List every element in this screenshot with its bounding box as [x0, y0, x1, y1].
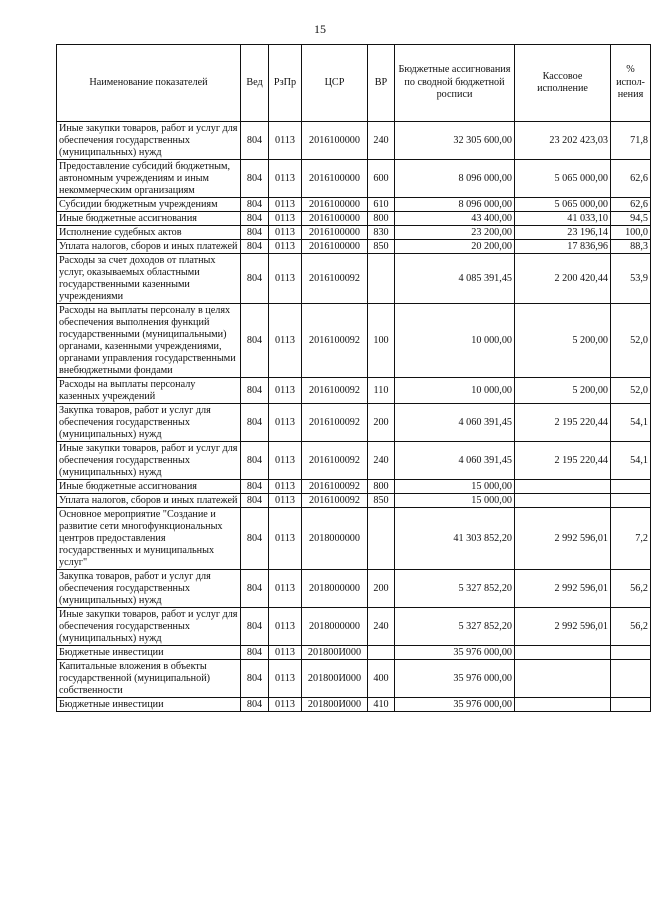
- cell-rzpr: 0113: [269, 442, 302, 480]
- cell-execution: 2 992 596,01: [515, 570, 611, 608]
- cell-rzpr: 0113: [269, 646, 302, 660]
- cell-csr: 2016100092: [302, 480, 368, 494]
- cell-percent: 7,2: [611, 508, 651, 570]
- cell-execution: 5 200,00: [515, 304, 611, 378]
- table-row: [57, 480, 651, 494]
- cell-ved: 804: [241, 646, 269, 660]
- cell-rzpr: 0113: [269, 508, 302, 570]
- cell-csr: 201800И000: [302, 698, 368, 712]
- cell-ved: 804: [241, 570, 269, 608]
- table-row: [57, 240, 651, 254]
- cell-vr: 600: [368, 160, 395, 198]
- cell-csr: 2016100092: [302, 304, 368, 378]
- header-vr: ВР: [368, 45, 395, 122]
- cell-name: Основное мероприятие "Создание и развитие сети многофункциональных центров предоставления государственных и муниципальных услуг": [57, 508, 241, 570]
- cell-execution: [515, 660, 611, 698]
- cell-vr: 850: [368, 494, 395, 508]
- cell-rzpr: 0113: [269, 480, 302, 494]
- cell-rzpr: 0113: [269, 404, 302, 442]
- header-csr: ЦСР: [302, 45, 368, 122]
- page-number: 15: [314, 22, 326, 36]
- cell-csr: 201800И000: [302, 660, 368, 698]
- cell-percent: 56,2: [611, 608, 651, 646]
- table-body: [57, 122, 651, 712]
- table-row: [57, 494, 651, 508]
- cell-ved: 804: [241, 442, 269, 480]
- cell-name: Расходы на выплаты персоналу казенных учреждений: [57, 378, 241, 404]
- cell-percent: 94,5: [611, 212, 651, 226]
- cell-percent: 54,1: [611, 404, 651, 442]
- cell-execution: [515, 646, 611, 660]
- cell-percent: 62,6: [611, 198, 651, 212]
- cell-execution: 2 195 220,44: [515, 404, 611, 442]
- cell-vr: 100: [368, 304, 395, 378]
- table-row: [57, 226, 651, 240]
- cell-rzpr: 0113: [269, 226, 302, 240]
- header-allocations: Бюджетные ассигнования по сводной бюджетной росписи: [395, 45, 515, 122]
- cell-vr: 200: [368, 570, 395, 608]
- cell-percent: 52,0: [611, 304, 651, 378]
- cell-vr: 830: [368, 226, 395, 240]
- cell-allocation: 8 096 000,00: [395, 160, 515, 198]
- cell-name: Капитальные вложения в объекты государственной (муниципальной) собственности: [57, 660, 241, 698]
- cell-ved: 804: [241, 304, 269, 378]
- cell-allocation: 10 000,00: [395, 378, 515, 404]
- cell-csr: 2016100092: [302, 494, 368, 508]
- cell-allocation: 5 327 852,20: [395, 570, 515, 608]
- cell-allocation: 20 200,00: [395, 240, 515, 254]
- cell-vr: 110: [368, 378, 395, 404]
- cell-allocation: 41 303 852,20: [395, 508, 515, 570]
- table-row: [57, 160, 651, 198]
- cell-rzpr: 0113: [269, 198, 302, 212]
- cell-csr: 2016100000: [302, 198, 368, 212]
- cell-rzpr: 0113: [269, 494, 302, 508]
- cell-name: Уплата налогов, сборов и иных платежей: [57, 494, 241, 508]
- cell-ved: 804: [241, 212, 269, 226]
- cell-vr: 240: [368, 442, 395, 480]
- header-rzpr: РзПр: [269, 45, 302, 122]
- cell-execution: 2 992 596,01: [515, 508, 611, 570]
- header-ved: Вед: [241, 45, 269, 122]
- table-row: [57, 198, 651, 212]
- cell-vr: 410: [368, 698, 395, 712]
- cell-percent: [611, 494, 651, 508]
- cell-ved: 804: [241, 122, 269, 160]
- cell-ved: 804: [241, 226, 269, 240]
- cell-allocation: 4 085 391,45: [395, 254, 515, 304]
- cell-execution: [515, 494, 611, 508]
- cell-rzpr: 0113: [269, 570, 302, 608]
- cell-vr: 610: [368, 198, 395, 212]
- table-row: [57, 442, 651, 480]
- cell-rzpr: 0113: [269, 254, 302, 304]
- cell-csr: 201800И000: [302, 646, 368, 660]
- table-row: [57, 646, 651, 660]
- cell-execution: 2 200 420,44: [515, 254, 611, 304]
- table-row: [57, 378, 651, 404]
- cell-ved: 804: [241, 240, 269, 254]
- cell-rzpr: 0113: [269, 660, 302, 698]
- cell-vr: 240: [368, 608, 395, 646]
- cell-execution: 2 992 596,01: [515, 608, 611, 646]
- cell-execution: 17 836,96: [515, 240, 611, 254]
- cell-name: Субсидии бюджетным учреждениям: [57, 198, 241, 212]
- cell-execution: 5 200,00: [515, 378, 611, 404]
- table-row: [57, 608, 651, 646]
- cell-csr: 2016100092: [302, 442, 368, 480]
- cell-percent: 71,8: [611, 122, 651, 160]
- cell-rzpr: 0113: [269, 304, 302, 378]
- cell-ved: 804: [241, 508, 269, 570]
- budget-execution-table: [56, 44, 651, 712]
- cell-name: Расходы за счет доходов от платных услуг, оказываемых областными государственными казенными учреждениями: [57, 254, 241, 304]
- cell-allocation: 15 000,00: [395, 480, 515, 494]
- cell-csr: 2016100000: [302, 212, 368, 226]
- cell-ved: 804: [241, 404, 269, 442]
- cell-execution: 2 195 220,44: [515, 442, 611, 480]
- cell-name: Иные закупки товаров, работ и услуг для обеспечения государственных (муниципальных) нужд: [57, 608, 241, 646]
- cell-allocation: 15 000,00: [395, 494, 515, 508]
- cell-ved: 804: [241, 480, 269, 494]
- table-header-row: [57, 45, 651, 122]
- cell-csr: 2016100000: [302, 240, 368, 254]
- cell-percent: 100,0: [611, 226, 651, 240]
- header-name: Наименование показателей: [57, 45, 241, 122]
- cell-allocation: 23 200,00: [395, 226, 515, 240]
- cell-ved: 804: [241, 608, 269, 646]
- cell-rzpr: 0113: [269, 122, 302, 160]
- cell-percent: [611, 646, 651, 660]
- cell-allocation: 35 976 000,00: [395, 646, 515, 660]
- cell-csr: 2018000000: [302, 570, 368, 608]
- cell-execution: [515, 698, 611, 712]
- cell-vr: 400: [368, 660, 395, 698]
- cell-execution: 23 202 423,03: [515, 122, 611, 160]
- cell-name: Закупка товаров, работ и услуг для обеспечения государственных (муниципальных) нужд: [57, 570, 241, 608]
- cell-percent: 54,1: [611, 442, 651, 480]
- cell-ved: 804: [241, 160, 269, 198]
- cell-vr: 200: [368, 404, 395, 442]
- cell-name: Иные закупки товаров, работ и услуг для обеспечения государственных (муниципальных) нужд: [57, 122, 241, 160]
- cell-execution: [515, 480, 611, 494]
- cell-name: Иные закупки товаров, работ и услуг для обеспечения государственных (муниципальных) нужд: [57, 442, 241, 480]
- cell-vr: 850: [368, 240, 395, 254]
- cell-vr: 800: [368, 480, 395, 494]
- cell-allocation: 43 400,00: [395, 212, 515, 226]
- cell-allocation: 8 096 000,00: [395, 198, 515, 212]
- cell-ved: 804: [241, 660, 269, 698]
- cell-percent: [611, 480, 651, 494]
- table-row: [57, 404, 651, 442]
- cell-percent: 53,9: [611, 254, 651, 304]
- cell-allocation: 4 060 391,45: [395, 442, 515, 480]
- cell-csr: 2016100000: [302, 160, 368, 198]
- cell-rzpr: 0113: [269, 698, 302, 712]
- table-row: [57, 570, 651, 608]
- cell-rzpr: 0113: [269, 212, 302, 226]
- cell-percent: 88,3: [611, 240, 651, 254]
- table-row: [57, 660, 651, 698]
- cell-ved: 804: [241, 254, 269, 304]
- cell-csr: 2016100092: [302, 254, 368, 304]
- table-row: [57, 122, 651, 160]
- cell-ved: 804: [241, 494, 269, 508]
- cell-name: Бюджетные инвестиции: [57, 698, 241, 712]
- cell-rzpr: 0113: [269, 160, 302, 198]
- cell-vr: 800: [368, 212, 395, 226]
- table-row: [57, 508, 651, 570]
- cell-percent: 62,6: [611, 160, 651, 198]
- cell-vr: [368, 254, 395, 304]
- cell-vr: [368, 646, 395, 660]
- cell-percent: [611, 660, 651, 698]
- cell-vr: [368, 508, 395, 570]
- cell-allocation: 4 060 391,45: [395, 404, 515, 442]
- cell-allocation: 5 327 852,20: [395, 608, 515, 646]
- cell-vr: 240: [368, 122, 395, 160]
- cell-rzpr: 0113: [269, 240, 302, 254]
- cell-allocation: 35 976 000,00: [395, 698, 515, 712]
- cell-ved: 804: [241, 378, 269, 404]
- cell-csr: 2018000000: [302, 508, 368, 570]
- cell-rzpr: 0113: [269, 378, 302, 404]
- cell-csr: 2016100092: [302, 404, 368, 442]
- cell-allocation: 32 305 600,00: [395, 122, 515, 160]
- cell-ved: 804: [241, 698, 269, 712]
- cell-name: Иные бюджетные ассигнования: [57, 212, 241, 226]
- table-row: [57, 698, 651, 712]
- cell-percent: 52,0: [611, 378, 651, 404]
- cell-ved: 804: [241, 198, 269, 212]
- cell-execution: 23 196,14: [515, 226, 611, 240]
- cell-execution: 5 065 000,00: [515, 160, 611, 198]
- cell-csr: 2018000000: [302, 608, 368, 646]
- table-row: [57, 304, 651, 378]
- table-row: [57, 254, 651, 304]
- table-row: [57, 212, 651, 226]
- cell-name: Закупка товаров, работ и услуг для обеспечения государственных (муниципальных) нужд: [57, 404, 241, 442]
- cell-allocation: 35 976 000,00: [395, 660, 515, 698]
- cell-name: Предоставление субсидий бюджетным, автономным учреждениям и иным некоммерческим организациям: [57, 160, 241, 198]
- cell-name: Расходы на выплаты персоналу в целях обеспечения выполнения функций государственными (муниципальными) органами, казенными учреждениями, органами управления государственными внебюджетными фондами: [57, 304, 241, 378]
- cell-execution: 5 065 000,00: [515, 198, 611, 212]
- header-execution: Кассовое исполнение: [515, 45, 611, 122]
- cell-name: Иные бюджетные ассигнования: [57, 480, 241, 494]
- cell-percent: 56,2: [611, 570, 651, 608]
- cell-csr: 2016100092: [302, 378, 368, 404]
- cell-name: Исполнение судебных актов: [57, 226, 241, 240]
- cell-name: Уплата налогов, сборов и иных платежей: [57, 240, 241, 254]
- cell-rzpr: 0113: [269, 608, 302, 646]
- header-percent: % испол-нения: [611, 45, 651, 122]
- cell-execution: 41 033,10: [515, 212, 611, 226]
- cell-csr: 2016100000: [302, 122, 368, 160]
- cell-allocation: 10 000,00: [395, 304, 515, 378]
- cell-name: Бюджетные инвестиции: [57, 646, 241, 660]
- cell-csr: 2016100000: [302, 226, 368, 240]
- cell-percent: [611, 698, 651, 712]
